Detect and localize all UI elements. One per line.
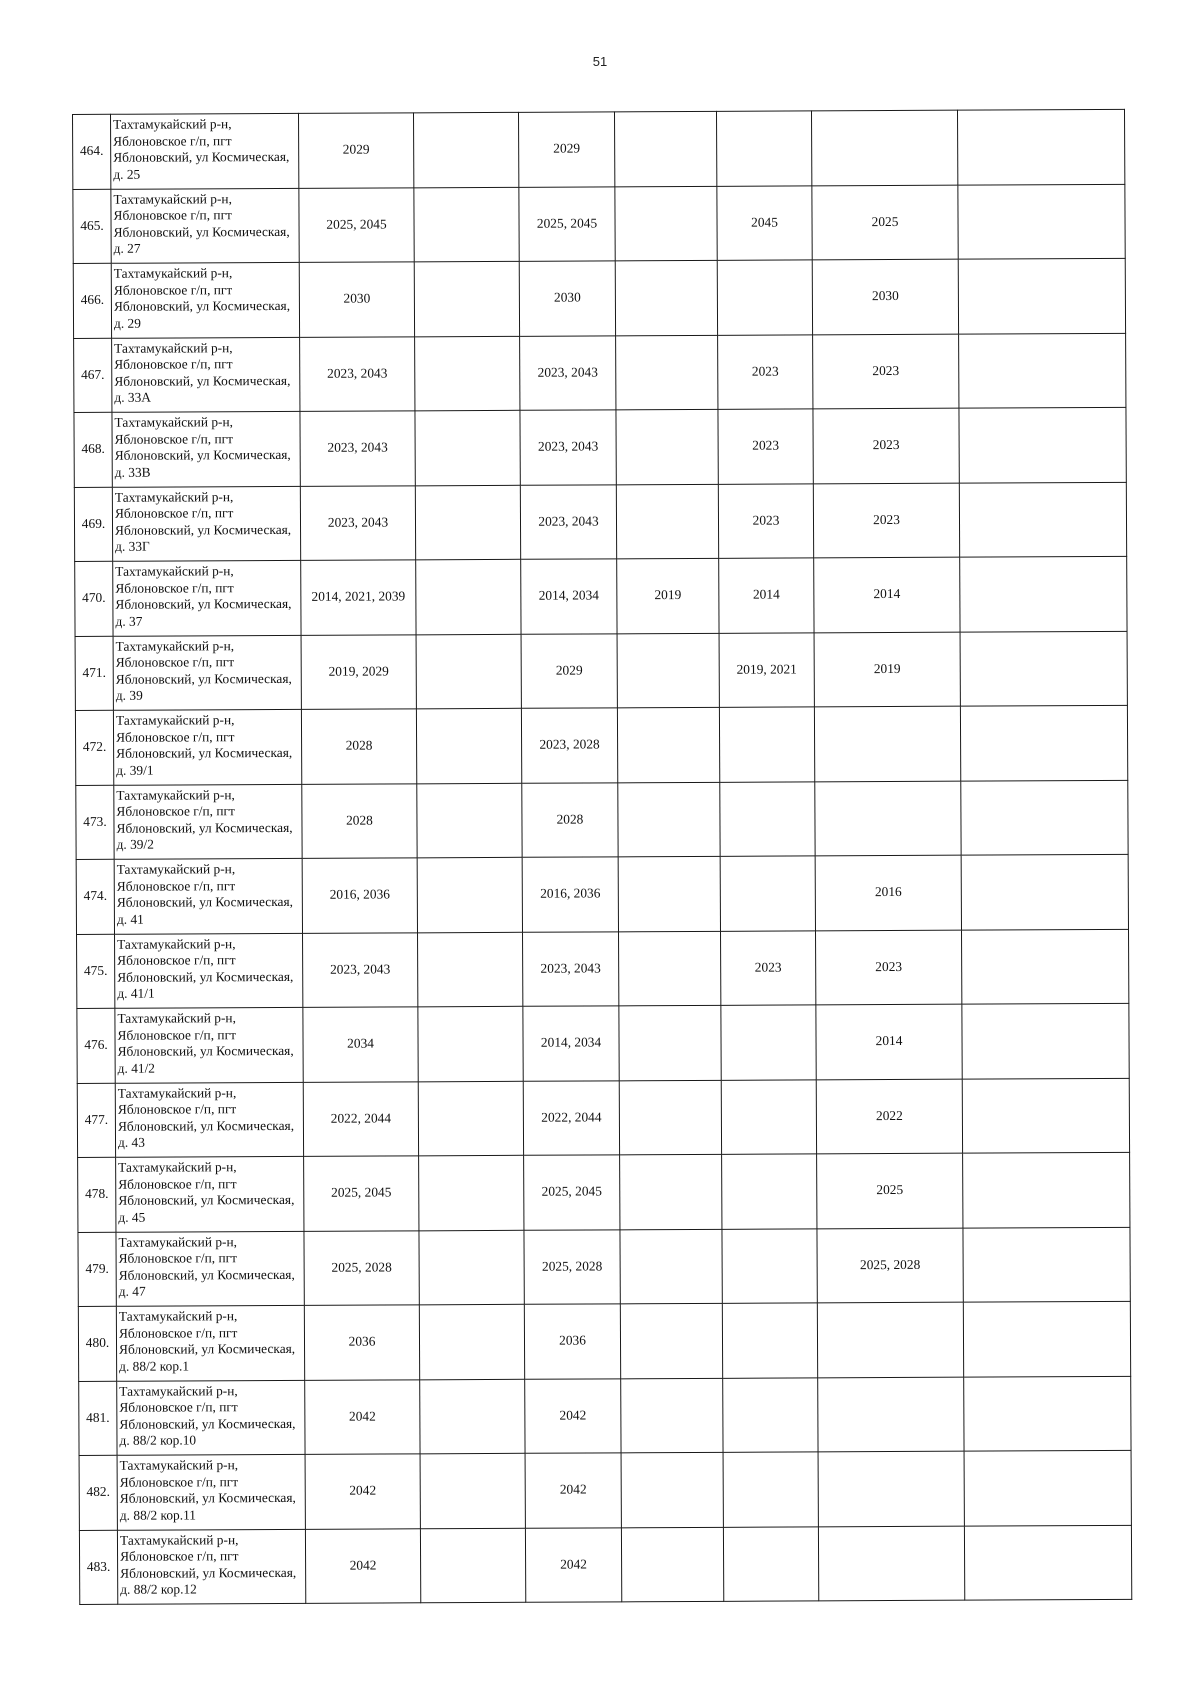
col-9-cell: [958, 258, 1125, 333]
address-cell: [116, 1231, 304, 1306]
col-8-cell: 2025, 2028: [817, 1228, 963, 1303]
page-number: 51: [592, 54, 608, 69]
table-row: [79, 1376, 1131, 1456]
address-cell: [113, 635, 301, 710]
address-line: Тахтамукайский р-н,: [113, 190, 232, 207]
address-cell: [112, 486, 300, 561]
col-4-cell: [419, 1230, 524, 1305]
address-line: Яблоновский, ул Космическая,: [114, 521, 292, 538]
address-line: Яблоновский, ул Космическая,: [118, 1266, 295, 1283]
table-row: [76, 854, 1128, 934]
col-4-cell: [419, 1155, 524, 1230]
address-cell: [113, 560, 301, 635]
col-4-cell: [420, 1528, 525, 1603]
col-8-cell: 2014: [814, 557, 960, 632]
address-line: Яблоновское г/п, пгт: [115, 579, 234, 596]
address-line: д. 41: [116, 911, 144, 927]
row-number-cell: 479.: [78, 1232, 116, 1307]
col-6-cell: [616, 484, 718, 559]
address-line: Яблоновское г/п, пгт: [113, 281, 233, 298]
col-8-cell: 2023: [813, 408, 959, 483]
col-7-cell: 2023: [718, 334, 813, 409]
col-9-cell: [964, 1376, 1131, 1451]
col-7-cell: 2023: [720, 930, 815, 1005]
address-line: Тахтамукайский р-н,: [119, 1382, 238, 1399]
row-number-cell: 464.: [73, 114, 111, 189]
col-6-cell: [619, 931, 721, 1006]
col-3-cell: 2023, 2043: [303, 932, 418, 1007]
row-number-cell: 472.: [75, 710, 113, 785]
table-row: [74, 333, 1126, 413]
col-6-cell: [617, 633, 719, 708]
col-3-cell: 2025, 2028: [304, 1230, 419, 1305]
table-row: [78, 1227, 1130, 1307]
address-cell: [111, 188, 299, 263]
col-9-cell: [961, 929, 1128, 1004]
col-7-cell: 2023: [718, 409, 813, 484]
address-line: д. 88/2 кор.11: [119, 1507, 197, 1523]
col-6-cell: [621, 1452, 723, 1527]
table-row: [76, 780, 1128, 860]
col-5-cell: 2025, 2028: [524, 1229, 620, 1304]
col-9-cell: [961, 780, 1128, 855]
address-cell: [117, 1529, 305, 1604]
col-7-cell: 2014: [719, 558, 814, 633]
col-8-cell: [817, 1302, 963, 1377]
address-line: Тахтамукайский р-н,: [119, 1457, 239, 1473]
table-row: [77, 929, 1129, 1009]
address-line: д. 39/2: [116, 836, 154, 853]
address-line: д. 37: [115, 613, 143, 629]
col-7-cell: [723, 1452, 818, 1527]
table-row: [79, 1450, 1131, 1530]
col-3-cell: 2034: [303, 1007, 418, 1082]
col-7-cell: [723, 1526, 818, 1601]
address-line: Тахтамукайский р-н,: [118, 1159, 237, 1175]
col-5-cell: 2029: [518, 112, 614, 187]
col-5-cell: 2042: [525, 1527, 621, 1602]
col-7-cell: [721, 1079, 816, 1154]
col-3-cell: 2022, 2044: [303, 1081, 418, 1156]
col-4-cell: [417, 857, 522, 932]
col-4-cell: [414, 261, 519, 336]
address-line: Тахтамукайский р-н,: [115, 637, 235, 654]
address-cell: [111, 262, 299, 337]
address-line: д. 47: [118, 1283, 146, 1300]
address-line: Яблоновский, ул Космическая,: [117, 1043, 294, 1059]
col-9-cell: [964, 1525, 1131, 1600]
address-cell: [116, 1305, 304, 1380]
address-line: Яблоновское г/п, пгт: [119, 1473, 239, 1490]
address-line: Яблоновский, ул Космическая,: [114, 372, 291, 389]
col-7-cell: [720, 856, 815, 931]
col-5-cell: 2023, 2043: [520, 410, 616, 485]
address-line: Тахтамукайский р-н,: [116, 786, 235, 803]
col-5-cell: 2025, 2045: [519, 186, 615, 261]
row-number-cell: 477.: [77, 1083, 115, 1158]
address-line: Яблоновское г/п, пгт: [117, 1101, 237, 1117]
col-6-cell: [614, 111, 716, 186]
col-7-cell: [723, 1377, 818, 1452]
col-6-cell: [616, 335, 718, 410]
row-number-cell: 465.: [73, 189, 111, 264]
col-5-cell: 2042: [525, 1378, 621, 1453]
col-6-cell: [615, 186, 717, 261]
address-line: Яблоновский, ул Космическая,: [117, 1117, 295, 1134]
row-number-cell: 481.: [79, 1381, 117, 1456]
row-number-cell: 474.: [76, 859, 114, 934]
col-8-cell: [814, 706, 960, 781]
col-9-cell: [959, 482, 1126, 557]
col-7-cell: [721, 1005, 816, 1080]
col-4-cell: [419, 1304, 524, 1379]
address-line: д. 33А: [114, 389, 152, 406]
row-number-cell: 480.: [78, 1306, 116, 1381]
col-6-cell: [621, 1527, 723, 1602]
address-line: Яблоновское г/п, пгт: [114, 356, 233, 372]
col-8-cell: [818, 1451, 964, 1526]
col-4-cell: [420, 1379, 525, 1454]
col-8-cell: 2030: [812, 259, 958, 334]
col-8-cell: 2023: [813, 334, 959, 409]
col-9-cell: [963, 1152, 1130, 1227]
col-5-cell: 2014, 2034: [521, 559, 617, 634]
address-cell: [115, 1082, 303, 1157]
address-line: Тахтамукайский р-н,: [117, 935, 236, 952]
row-number-cell: 468.: [74, 412, 112, 487]
table-row: [75, 705, 1127, 785]
address-cell: [114, 784, 302, 859]
col-3-cell: 2023, 2043: [300, 411, 415, 486]
col-7-cell: 2023: [718, 483, 813, 558]
address-cell: [113, 709, 301, 784]
address-line: д. 29: [113, 315, 141, 331]
row-number-cell: 483.: [79, 1530, 117, 1605]
col-5-cell: 2022, 2044: [523, 1080, 619, 1155]
col-3-cell: 2042: [305, 1379, 420, 1454]
col-8-cell: [811, 110, 957, 185]
address-line: д. 45: [118, 1209, 146, 1225]
col-9-cell: [963, 1227, 1130, 1302]
col-8-cell: 2022: [816, 1079, 962, 1154]
address-line: Тахтамукайский р-н,: [113, 265, 233, 281]
address-line: Тахтамукайский р-н,: [113, 116, 232, 132]
table-row: [73, 109, 1125, 189]
col-6-cell: [616, 409, 718, 484]
address-line: Тахтамукайский р-н,: [117, 1084, 237, 1101]
col-6-cell: [620, 1154, 722, 1229]
address-line: д. 88/2 кор.1: [119, 1358, 190, 1374]
address-line: Тахтамукайский р-н,: [114, 339, 233, 356]
address-line: Яблоновский, ул Космическая,: [119, 1341, 296, 1357]
col-5-cell: 2023, 2043: [520, 335, 616, 410]
col-8-cell: 2014: [816, 1004, 962, 1079]
address-line: д. 33В: [114, 464, 151, 480]
col-9-cell: [962, 1078, 1129, 1153]
col-7-cell: [722, 1154, 817, 1229]
address-line: Тахтамукайский р-н,: [115, 563, 234, 579]
address-line: Яблоновский, ул Космическая,: [113, 298, 291, 314]
address-line: д. 41/1: [117, 985, 155, 1002]
address-line: Яблоновское г/п, пгт: [113, 132, 232, 149]
address-line: Яблоновский, ул Космическая,: [115, 670, 292, 687]
address-line: Яблоновский, ул Космическая,: [117, 968, 294, 985]
col-9-cell: [959, 407, 1126, 482]
address-line: Яблоновский, ул Космическая,: [118, 1192, 295, 1208]
col-4-cell: [413, 112, 518, 187]
col-8-cell: 2016: [815, 855, 961, 930]
row-number-cell: 473.: [76, 785, 114, 860]
address-line: Яблоновское г/п, пгт: [115, 654, 235, 670]
address-line: Яблоновское г/п, пгт: [117, 1026, 236, 1043]
col-8-cell: [818, 1526, 964, 1601]
address-line: д. 88/2 кор.12: [120, 1581, 197, 1598]
col-9-cell: [962, 1003, 1129, 1078]
address-line: Яблоновское г/п, пгт: [114, 505, 234, 521]
col-7-cell: [720, 781, 815, 856]
col-4-cell: [418, 1006, 523, 1081]
col-4-cell: [414, 187, 519, 262]
row-number-cell: 476.: [77, 1008, 115, 1083]
col-3-cell: 2042: [305, 1454, 420, 1529]
col-7-cell: [717, 260, 812, 335]
col-3-cell: 2016, 2036: [302, 858, 417, 933]
address-line: Тахтамукайский р-н,: [115, 712, 235, 728]
col-7-cell: 2019, 2021: [719, 632, 814, 707]
address-line: Тахтамукайский р-н,: [118, 1233, 238, 1250]
address-line: д. 39/1: [116, 762, 154, 778]
col-3-cell: 2014, 2021, 2039: [301, 560, 416, 635]
col-5-cell: 2036: [524, 1304, 620, 1379]
table-body: [73, 109, 1132, 1604]
address-line: Яблоновское г/п, пгт: [119, 1399, 238, 1415]
col-3-cell: 2028: [302, 783, 417, 858]
address-cell: [112, 411, 300, 486]
col-8-cell: 2023: [815, 930, 961, 1005]
col-8-cell: 2019: [814, 632, 960, 707]
address-cell: [112, 337, 300, 412]
address-line: Тахтамукайский р-н,: [117, 1010, 236, 1026]
col-6-cell: 2019: [617, 558, 719, 633]
col-5-cell: 2025, 2045: [524, 1155, 620, 1230]
address-line: Яблоновский, ул Космическая,: [113, 223, 290, 240]
address-line: д. 43: [117, 1134, 145, 1151]
col-4-cell: [415, 336, 520, 411]
address-cell: [116, 1156, 304, 1231]
col-6-cell: [619, 1005, 721, 1080]
row-number-cell: 470.: [75, 561, 113, 636]
address-cell: [117, 1454, 305, 1529]
col-9-cell: [959, 333, 1126, 408]
col-3-cell: 2025, 2045: [299, 187, 414, 262]
table-row: [73, 258, 1125, 338]
col-5-cell: 2023, 2028: [521, 708, 617, 783]
col-5-cell: 2023, 2043: [520, 484, 616, 559]
housing-repair-schedule-table: [72, 109, 1132, 1605]
address-line: Яблоновское г/п, пгт: [117, 952, 236, 968]
address-cell: [115, 933, 303, 1008]
address-line: Тахтамукайский р-н,: [118, 1308, 238, 1324]
col-8-cell: 2025: [817, 1153, 963, 1228]
address-line: Яблоновское г/п, пгт: [118, 1324, 238, 1341]
col-4-cell: [415, 410, 520, 485]
table-row: [77, 1078, 1129, 1158]
address-line: д. 33Г: [115, 538, 150, 555]
col-4-cell: [420, 1453, 525, 1528]
address-line: Яблоновское г/п, пгт: [116, 728, 235, 745]
col-3-cell: 2019, 2029: [301, 634, 416, 709]
address-line: Яблоновский, ул Космическая,: [116, 745, 293, 761]
col-3-cell: 2028: [301, 709, 416, 784]
col-4-cell: [418, 1081, 523, 1156]
address-line: Яблоновский, ул Космическая,: [114, 447, 291, 463]
col-5-cell: 2029: [521, 633, 617, 708]
col-4-cell: [416, 559, 521, 634]
table-row: [79, 1525, 1131, 1605]
col-8-cell: 2025: [812, 185, 958, 260]
col-3-cell: 2023, 2043: [300, 336, 415, 411]
row-number-cell: 467.: [74, 338, 112, 413]
table-row: [78, 1152, 1130, 1232]
col-5-cell: 2023, 2043: [523, 931, 619, 1006]
col-9-cell: [963, 1301, 1130, 1376]
col-9-cell: [960, 556, 1127, 631]
table-row: [74, 407, 1126, 487]
col-5-cell: 2028: [522, 782, 618, 857]
col-9-cell: [964, 1450, 1131, 1525]
address-line: Яблоновское г/п, пгт: [116, 803, 235, 819]
address-cell: [117, 1380, 305, 1455]
address-line: Яблоновский, ул Космическая,: [113, 149, 290, 165]
address-line: Яблоновское г/п, пгт: [118, 1175, 237, 1192]
address-line: д. 88/2 кор.10: [119, 1432, 197, 1449]
col-7-cell: [719, 707, 814, 782]
col-9-cell: [961, 854, 1128, 929]
col-6-cell: [618, 782, 720, 857]
col-9-cell: [958, 184, 1125, 259]
address-line: Яблоновский, ул Космическая,: [119, 1490, 296, 1506]
table-row: [78, 1301, 1130, 1381]
col-6-cell: [620, 1303, 722, 1378]
address-line: Яблоновский, ул Космическая,: [115, 596, 292, 612]
col-4-cell: [418, 932, 523, 1007]
address-line: Яблоновский, ул Космическая,: [119, 1415, 296, 1432]
col-5-cell: 2030: [519, 261, 615, 336]
address-line: д. 41/2: [117, 1060, 156, 1076]
address-line: Тахтамукайский р-н,: [114, 488, 234, 505]
col-7-cell: [716, 111, 811, 186]
col-9-cell: [960, 631, 1127, 706]
row-number-cell: 475.: [77, 934, 115, 1009]
col-7-cell: [722, 1303, 817, 1378]
address-line: д. 27: [113, 240, 141, 257]
address-line: Тахтамукайский р-н,: [116, 861, 236, 877]
address-line: Яблоновское г/п, пгт: [114, 430, 234, 447]
address-line: Тахтамукайский р-н,: [114, 414, 234, 430]
address-line: Яблоновское г/п, пгт: [118, 1250, 238, 1266]
table-row: [75, 556, 1127, 636]
col-7-cell: [722, 1228, 817, 1303]
address-line: д. 39: [115, 687, 143, 704]
col-3-cell: 2025, 2045: [304, 1156, 419, 1231]
row-number-cell: 469.: [74, 487, 112, 562]
col-4-cell: [417, 783, 522, 858]
col-8-cell: 2023: [813, 483, 959, 558]
col-5-cell: 2042: [525, 1453, 621, 1528]
address-cell: [115, 1007, 303, 1082]
table-row: [74, 482, 1126, 562]
col-3-cell: 2036: [304, 1305, 419, 1380]
address-line: Яблоновское г/п, пгт: [113, 207, 232, 223]
col-6-cell: [621, 1378, 723, 1453]
table-row: [75, 631, 1127, 711]
col-4-cell: [416, 634, 521, 709]
address-line: Яблоновский, ул Космическая,: [116, 819, 293, 836]
col-9-cell: [957, 109, 1124, 184]
row-number-cell: 471.: [75, 636, 113, 711]
col-6-cell: [619, 1080, 721, 1155]
address-line: д. 25: [113, 166, 141, 182]
col-5-cell: 2016, 2036: [522, 857, 618, 932]
col-8-cell: [818, 1377, 964, 1452]
row-number-cell: 478.: [78, 1157, 116, 1232]
row-number-cell: 482.: [79, 1455, 117, 1530]
address-line: Яблоновское г/п, пгт: [116, 877, 236, 894]
col-7-cell: 2045: [717, 185, 812, 260]
col-3-cell: 2042: [305, 1528, 420, 1603]
col-9-cell: [960, 705, 1127, 780]
table-row: [77, 1003, 1129, 1083]
row-number-cell: 466.: [73, 263, 111, 338]
address-cell: [111, 113, 299, 188]
address-line: Яблоновское г/п, пгт: [120, 1548, 239, 1564]
col-5-cell: 2014, 2034: [523, 1006, 619, 1081]
table-row: [73, 184, 1125, 264]
col-3-cell: 2030: [299, 262, 414, 337]
address-line: Яблоновский, ул Космическая,: [116, 894, 293, 910]
col-3-cell: 2023, 2043: [300, 485, 415, 560]
col-4-cell: [415, 485, 520, 560]
col-3-cell: 2029: [298, 113, 413, 188]
col-6-cell: [620, 1229, 722, 1304]
col-6-cell: [615, 260, 717, 335]
address-line: Яблоновский, ул Космическая,: [120, 1564, 297, 1581]
col-6-cell: [618, 856, 720, 931]
col-4-cell: [416, 708, 521, 783]
col-8-cell: [815, 781, 961, 856]
address-line: Тахтамукайский р-н,: [119, 1531, 239, 1548]
col-6-cell: [617, 707, 719, 782]
address-cell: [114, 858, 302, 933]
